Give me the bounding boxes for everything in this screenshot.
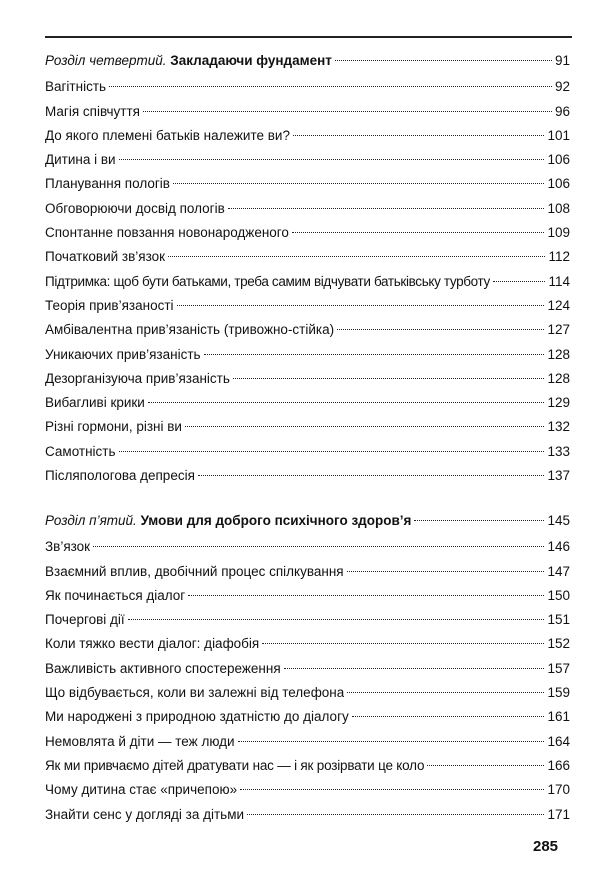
entry-page: 159 — [547, 685, 570, 701]
toc-entry[interactable] — [45, 172, 570, 196]
toc-entry[interactable] — [45, 367, 570, 391]
toc-entry[interactable] — [45, 730, 570, 754]
entry-page: 127 — [547, 322, 570, 338]
leader-dots — [233, 378, 545, 379]
entry-title: Зв’язок — [45, 539, 91, 555]
toc-entry[interactable] — [45, 657, 570, 681]
leader-dots — [119, 159, 545, 160]
entry-title: Вагітність — [45, 79, 107, 95]
toc-entry[interactable] — [45, 415, 570, 439]
leader-dots — [119, 451, 545, 452]
entry-page: 106 — [547, 152, 570, 168]
chapter-label: Розділ п’ятий. — [45, 513, 137, 528]
leader-dots — [240, 789, 544, 790]
leader-dots — [188, 595, 544, 596]
leader-dots — [347, 571, 545, 572]
leader-dots — [185, 426, 545, 427]
entry-title: Теорія прив’язаності — [45, 297, 174, 313]
leader-dots — [427, 765, 544, 766]
entry-title: Спонтанне повзання новонародженого — [45, 225, 289, 241]
chapter-label: Розділ четвертий. — [45, 53, 167, 68]
entry-title: Самотність — [45, 443, 116, 459]
toc-entry[interactable] — [45, 197, 570, 221]
leader-dots — [414, 520, 544, 521]
entry-page: 108 — [547, 200, 570, 216]
entry-page: 157 — [547, 660, 570, 676]
entry-title: До якого племені батьків належите ви? — [45, 127, 290, 143]
leader-dots — [493, 281, 546, 282]
entry-page: 101 — [547, 127, 570, 143]
toc-entry[interactable] — [45, 124, 570, 148]
toc-entry[interactable] — [45, 75, 570, 99]
entry-title: Знайти сенс у догляді за дітьми — [45, 806, 245, 822]
toc-entry[interactable] — [45, 608, 570, 632]
toc-entry[interactable] — [45, 803, 570, 827]
leader-dots — [173, 183, 545, 184]
chapter-page: 145 — [547, 513, 570, 528]
entry-page: 96 — [554, 103, 570, 119]
entry-page: 147 — [547, 563, 570, 579]
entry-page: 112 — [548, 249, 570, 265]
entry-title: Дитина і ви — [45, 152, 116, 168]
entry-title: Що відбувається, коли ви залежні від телефона — [45, 685, 345, 701]
entry-page: 124 — [547, 297, 570, 313]
leader-dots — [262, 643, 544, 644]
entry-title: Ми народжені з природною здатністю до діалогу — [45, 709, 349, 725]
toc-entry[interactable] — [45, 440, 570, 464]
entry-title: Магія співчуття — [45, 103, 140, 119]
top-rule — [45, 36, 572, 38]
toc-entry[interactable] — [45, 535, 570, 559]
entry-page: 128 — [547, 346, 570, 362]
entry-page: 109 — [547, 225, 570, 241]
leader-dots — [128, 619, 545, 620]
leader-dots — [347, 692, 544, 693]
page-number: 285 — [533, 838, 559, 855]
entry-title: Почергові дії — [45, 612, 125, 628]
entry-title: Післяпологова депресія — [45, 468, 195, 484]
toc-entry[interactable] — [45, 343, 570, 367]
toc-entry[interactable] — [45, 778, 570, 802]
entry-title: Дезорганізуюча прив’язаність — [45, 370, 230, 386]
entry-title: Взаємний вплив, двобічний процес спілкування — [45, 563, 344, 579]
leader-dots — [293, 135, 545, 136]
entry-page: 137 — [547, 468, 570, 484]
toc-entry[interactable] — [45, 464, 570, 488]
entry-page: 133 — [547, 443, 570, 459]
leader-dots — [204, 354, 545, 355]
leader-dots — [143, 111, 552, 112]
entry-title: Амбівалентна прив’язаність (тривожно-стійка) — [45, 322, 335, 338]
entry-page: 151 — [547, 612, 570, 628]
toc-entry[interactable] — [45, 148, 570, 172]
toc-entry[interactable] — [45, 632, 570, 656]
chapter-title: Умови для доброго психічного здоров’я — [140, 513, 412, 528]
toc-section-4 — [45, 49, 570, 488]
entry-title: Обговорюючи досвід пологів — [45, 200, 225, 216]
toc-entry[interactable] — [45, 560, 570, 584]
entry-title: Різні гормони, різні ви — [45, 419, 182, 435]
toc-section-5 — [45, 509, 570, 827]
leader-dots — [109, 86, 552, 87]
toc-entry[interactable] — [45, 294, 570, 318]
entry-page: 132 — [547, 419, 570, 435]
entry-title: Чому дитина стає «причепою» — [45, 782, 238, 798]
entry-page: 150 — [547, 587, 570, 603]
leader-dots — [284, 668, 545, 669]
toc-entry[interactable] — [45, 270, 570, 294]
entry-page: 146 — [547, 539, 570, 555]
toc-entry[interactable] — [45, 681, 570, 705]
leader-dots — [168, 256, 545, 257]
leader-dots — [247, 814, 544, 815]
toc-entry[interactable] — [45, 100, 570, 124]
entry-title: Уникаючих прив’язаність — [45, 346, 201, 362]
entry-title: Вибагливі крики — [45, 395, 145, 411]
entry-title: Як починається діалог — [45, 587, 186, 603]
chapter-page: 91 — [554, 53, 570, 68]
leader-dots — [238, 741, 545, 742]
chapter-heading[interactable] — [45, 509, 570, 533]
entry-title: Важливість активного спостереження — [45, 660, 281, 676]
leader-dots — [198, 475, 545, 476]
leader-dots — [292, 232, 545, 233]
entry-page: 92 — [554, 79, 570, 95]
leader-dots — [335, 60, 552, 61]
leader-dots — [93, 546, 544, 547]
entry-page: 164 — [547, 733, 570, 749]
entry-title: Коли тяжко вести діалог: діафобія — [45, 636, 260, 652]
entry-title: Як ми привчаємо дітей дратувати нас — і як розірвати це коло — [45, 757, 425, 773]
entry-title: Немовлята й діти — теж люди — [45, 733, 235, 749]
leader-dots — [337, 329, 544, 330]
leader-dots — [177, 305, 545, 306]
toc-entry[interactable] — [45, 754, 570, 778]
entry-title: Планування пологів — [45, 176, 170, 192]
entry-title: Початковий зв’язок — [45, 249, 166, 265]
entry-page: 171 — [547, 806, 570, 822]
entry-page: 114 — [548, 273, 570, 289]
leader-dots — [228, 208, 545, 209]
entry-page: 106 — [547, 176, 570, 192]
chapter-title: Закладаючи фундамент — [170, 53, 332, 68]
chapter-heading[interactable] — [45, 49, 570, 73]
leader-dots — [148, 402, 545, 403]
entry-page: 170 — [547, 782, 570, 798]
toc-entry[interactable] — [45, 318, 570, 342]
leader-dots — [352, 716, 545, 717]
entry-page: 152 — [547, 636, 570, 652]
toc-entry[interactable] — [45, 391, 570, 415]
toc-entry[interactable] — [45, 584, 570, 608]
toc-entry[interactable] — [45, 245, 570, 269]
entry-title: Підтримка: щоб бути батьками, треба самим відчувати батьківську турботу — [45, 273, 490, 289]
entry-page: 161 — [547, 709, 570, 725]
toc-entry[interactable] — [45, 221, 570, 245]
entry-page: 128 — [547, 370, 570, 386]
entry-page: 129 — [547, 395, 570, 411]
toc-entry[interactable] — [45, 705, 570, 729]
entry-page: 166 — [547, 757, 570, 773]
